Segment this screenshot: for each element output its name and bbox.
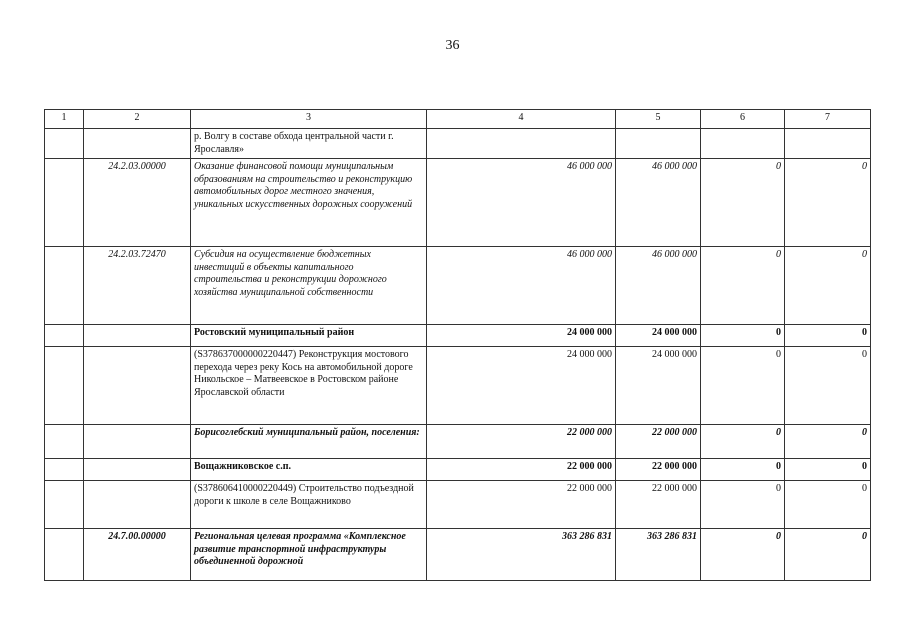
table-row <box>45 129 871 159</box>
amount-col6-cell: 0 <box>701 159 785 247</box>
table-row <box>45 425 871 459</box>
col-header-4: 4 <box>427 110 616 129</box>
amount-col6-cell: 0 <box>701 529 785 581</box>
amount-col7-cell <box>785 129 871 159</box>
amount-col7-cell: 0 <box>785 459 871 481</box>
description-cell: Вощажниковское с.п. <box>191 459 427 481</box>
table-row <box>45 529 871 581</box>
amount-col7-cell: 0 <box>785 425 871 459</box>
code-cell <box>84 347 191 425</box>
amount-col7-cell: 0 <box>785 325 871 347</box>
description-cell: р. Волгу в составе обхода центральной части г. Ярославля» <box>191 129 427 159</box>
description-cell: Субсидия на осуществление бюджетных инвестиций в объекты капитального строительства и реконструкции дорожного хозяйства муниципальной собственности <box>191 247 427 325</box>
amount-col7-cell: 0 <box>785 529 871 581</box>
amount-col5-cell: 24 000 000 <box>616 347 701 425</box>
amount-col6-cell: 0 <box>701 459 785 481</box>
amount-col4-cell: 46 000 000 <box>427 159 616 247</box>
code-cell <box>84 325 191 347</box>
amount-col5-cell: 46 000 000 <box>616 159 701 247</box>
row-index-cell <box>45 247 84 325</box>
amount-col6-cell: 0 <box>701 425 785 459</box>
code-cell <box>84 425 191 459</box>
code-cell: 24.2.03.00000 <box>84 159 191 247</box>
amount-col5-cell: 22 000 000 <box>616 459 701 481</box>
amount-col6-cell <box>701 129 785 159</box>
table-row <box>45 459 871 481</box>
amount-col6-cell: 0 <box>701 247 785 325</box>
amount-col4-cell: 22 000 000 <box>427 425 616 459</box>
amount-col4-cell: 24 000 000 <box>427 347 616 425</box>
col-header-6: 6 <box>701 110 785 129</box>
row-index-cell <box>45 425 84 459</box>
code-cell: 24.7.00.00000 <box>84 529 191 581</box>
row-index-cell <box>45 529 84 581</box>
code-cell <box>84 129 191 159</box>
description-cell: Ростовский муниципальный район <box>191 325 427 347</box>
amount-col4-cell <box>427 129 616 159</box>
amount-col5-cell: 363 286 831 <box>616 529 701 581</box>
row-index-cell <box>45 481 84 529</box>
amount-col4-cell: 363 286 831 <box>427 529 616 581</box>
amount-col6-cell: 0 <box>701 347 785 425</box>
description-cell: Региональная целевая программа «Комплексное развитие транспортной инфраструктуры объединенной дорожной <box>191 529 427 581</box>
page-number: 36 <box>445 38 460 53</box>
table-row <box>45 247 871 325</box>
table-row <box>45 347 871 425</box>
code-cell: 24.2.03.72470 <box>84 247 191 325</box>
amount-col6-cell: 0 <box>701 325 785 347</box>
row-index-cell <box>45 129 84 159</box>
col-header-3: 3 <box>191 110 427 129</box>
description-cell: Борисоглебский муниципальный район, поселения: <box>191 425 427 459</box>
table-row <box>45 481 871 529</box>
amount-col5-cell: 22 000 000 <box>616 481 701 529</box>
row-index-cell <box>45 325 84 347</box>
amount-col4-cell: 24 000 000 <box>427 325 616 347</box>
col-header-2: 2 <box>84 110 191 129</box>
header-row <box>45 110 871 129</box>
description-cell: Оказание финансовой помощи муниципальным образованиям на строительство и реконструкцию автомобильных дорог местного значения, уникальных искусственных дорожных сооружений <box>191 159 427 247</box>
amount-col5-cell <box>616 129 701 159</box>
table-row <box>45 325 871 347</box>
row-index-cell <box>45 159 84 247</box>
row-index-cell <box>45 347 84 425</box>
amount-col4-cell: 22 000 000 <box>427 481 616 529</box>
amount-col5-cell: 24 000 000 <box>616 325 701 347</box>
amount-col4-cell: 22 000 000 <box>427 459 616 481</box>
amount-col7-cell: 0 <box>785 159 871 247</box>
col-header-5: 5 <box>616 110 701 129</box>
col-header-7: 7 <box>785 110 871 129</box>
amount-col5-cell: 46 000 000 <box>616 247 701 325</box>
amount-col7-cell: 0 <box>785 347 871 425</box>
code-cell <box>84 459 191 481</box>
amount-col4-cell: 46 000 000 <box>427 247 616 325</box>
description-cell: (S378606410000220449) Строительство подъездной дороги к школе в селе Вощажниково <box>191 481 427 529</box>
amount-col5-cell: 22 000 000 <box>616 425 701 459</box>
budget-table <box>44 109 871 581</box>
amount-col7-cell: 0 <box>785 247 871 325</box>
code-cell <box>84 481 191 529</box>
amount-col7-cell: 0 <box>785 481 871 529</box>
row-index-cell <box>45 459 84 481</box>
table-row <box>45 159 871 247</box>
amount-col6-cell: 0 <box>701 481 785 529</box>
col-header-1: 1 <box>45 110 84 129</box>
description-cell: (S378637000000220447) Реконструкция мостового перехода через реку Кось на автомобильной дороге Никольское – Матвеевское в Ростовском районе Ярославской области <box>191 347 427 425</box>
